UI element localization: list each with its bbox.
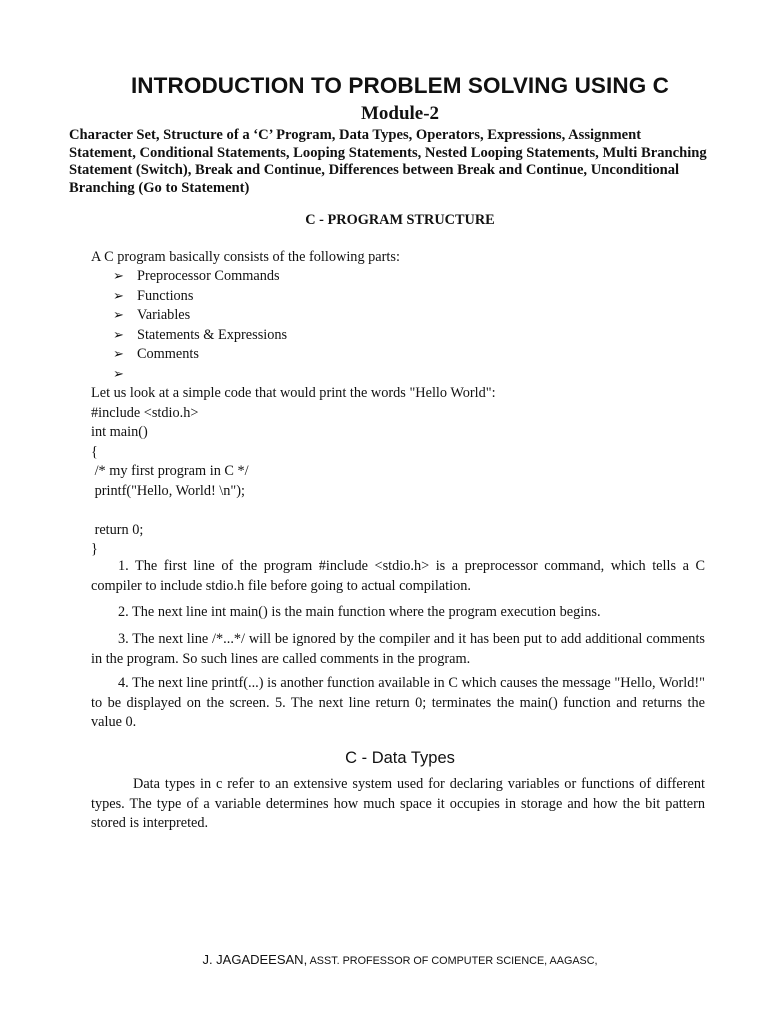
code-line: } [91, 541, 98, 557]
code-line: int main() [91, 424, 148, 440]
program-parts-list [113, 267, 287, 384]
arrow-bullet-icon: ➢ [113, 308, 124, 323]
list-item [113, 365, 287, 385]
code-line: printf("Hello, World! \n"); [91, 482, 245, 499]
data-types-heading: C - Data Types [345, 749, 455, 767]
code-line [91, 501, 711, 521]
explanation-note: 3. The next line /*...*/ will be ignored by the compiler and it has been put to add additional comments in the program. So such lines are called comments in the program. [91, 631, 705, 667]
list-item [113, 345, 287, 365]
footer-author: J. JAGADEESAN, [202, 952, 308, 967]
list-item [113, 306, 287, 326]
list-item [113, 287, 287, 307]
code-line: /* my first program in C */ [91, 463, 249, 479]
program-structure-heading: C - PROGRAM STRUCTURE [305, 212, 495, 228]
arrow-bullet-icon: ➢ [113, 269, 124, 284]
code-example [91, 384, 711, 560]
arrow-bullet-icon: ➢ [113, 366, 124, 382]
explanation-note: 2. The next line int main() is the main function where the program execution begins. [118, 604, 601, 620]
list-item [113, 267, 287, 287]
program-structure-intro: A C program basically consists of the following parts: [91, 249, 400, 265]
arrow-bullet-icon: ➢ [113, 288, 124, 304]
module-title: Module-2 [360, 103, 440, 124]
list-item-label: Variables [137, 307, 191, 323]
data-types-paragraph: Data types in c refer to an extensive system used for declaring variables or functions of different types. The type of a variable determines how much space it occupies in storage and how the bit pattern stored is interpreted. [91, 776, 705, 831]
arrow-bullet-icon: ➢ [113, 347, 124, 362]
explanation-note: 4. The next line printf(...) is another function available in C which causes the message "Hello, World!" to be displayed on the screen. 5. The next line return 0; terminates the main() function and returns the value 0. [91, 675, 705, 730]
syllabus-topics: Character Set, Structure of a ‘C’ Program, Data Types, Operators, Expressions, Assignment Statement, Conditional Statements, Looping Statements, Nested Looping Statements, Multi Branching Statement (Switch), Break and Continue, Differences between Break and Continue, Unconditional Branching (Go to Statement) [69, 127, 707, 196]
list-item-label: Comments [137, 346, 199, 362]
list-item-label: Preprocessor Commands [137, 268, 280, 284]
page-footer [0, 952, 768, 967]
explanation-note: 1. The first line of the program #include <stdio.h> is a preprocessor command, which tells a C compiler to include stdio.h file before going to actual compilation. [91, 558, 705, 594]
document-title: INTRODUCTION TO PROBLEM SOLVING USING C [130, 73, 670, 98]
code-line: { [91, 443, 98, 460]
code-intro-text: Let us look at a simple code that would print the words "Hello World": [91, 385, 496, 401]
footer-designation: ASST. PROFESSOR OF COMPUTER SCIENCE, AAGASC, [307, 955, 598, 967]
list-item [113, 326, 287, 346]
list-item-label: Statements & Expressions [137, 326, 288, 343]
code-line: return 0; [91, 521, 144, 538]
code-line: #include <stdio.h> [91, 404, 199, 421]
list-item-label: Functions [137, 287, 194, 304]
arrow-bullet-icon: ➢ [113, 327, 124, 343]
